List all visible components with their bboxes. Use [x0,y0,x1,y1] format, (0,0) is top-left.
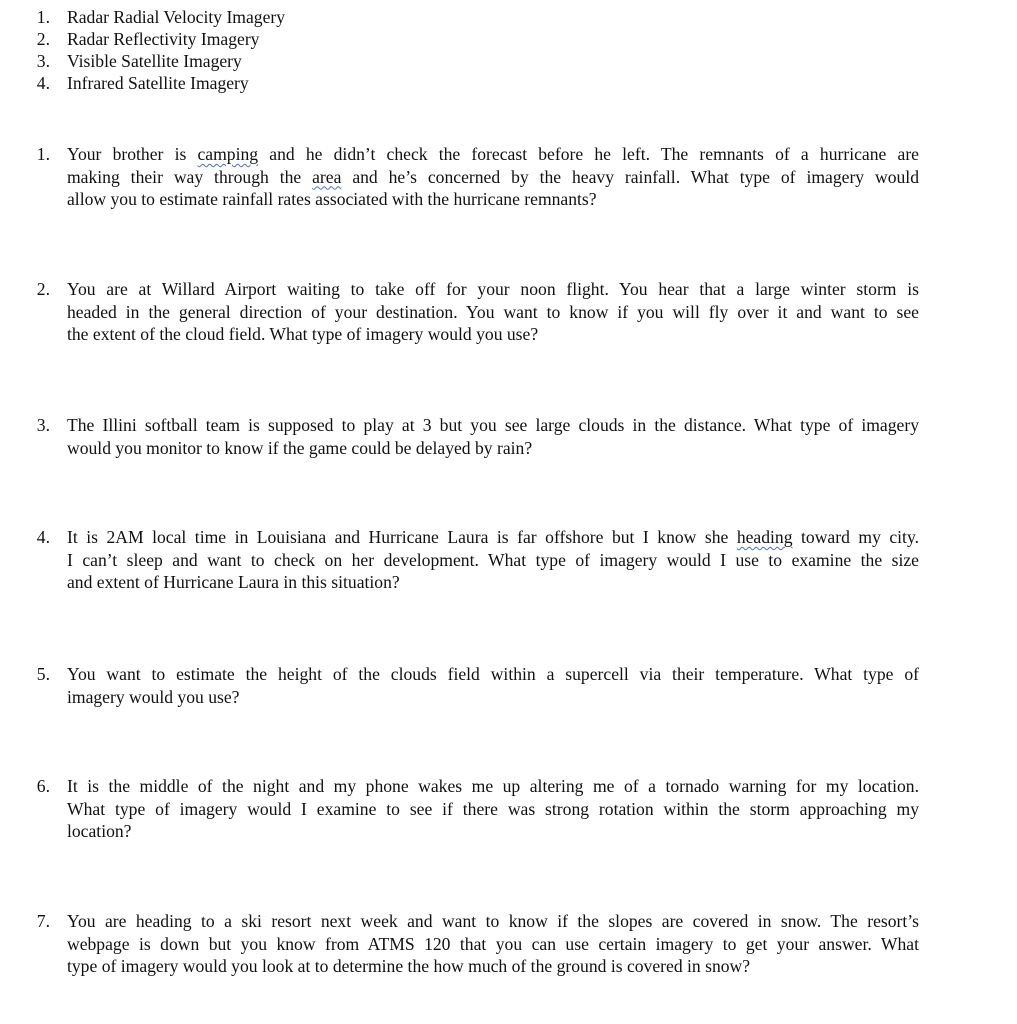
spellcheck-underlined-word: area [312,166,342,187]
question-text-line [67,188,919,211]
spellcheck-underlined-word: camping [197,144,259,164]
question-number: 2. [36,279,50,299]
question-text: I can’t sleep and want to check on her development. What type of imagery would I use to examine the size [67,549,919,570]
question-text-line [67,663,919,686]
question-text-line [67,323,919,346]
option-label: Infrared Satellite Imagery [67,73,249,93]
option-item [28,50,428,72]
option-label: Radar Reflectivity Imagery [67,29,260,49]
question-number: 4. [36,527,50,547]
question-text-line [67,798,919,821]
question-text: type of imagery would you look at to determine the how much of the ground is covered in snow? [67,956,751,976]
question-text: making their way through the [67,166,313,187]
question-text-line [67,414,919,437]
question-text-line [67,301,919,324]
question-number: 5. [36,664,50,684]
question-text: It is the middle of the night and my phone wakes me up altering me of a tornado warning for my location. [67,776,919,796]
question-text: It is 2AM local time in Louisiana and Hurricane Laura is far offshore but I know she [67,527,737,547]
option-label: Visible Satellite Imagery [67,51,242,71]
question-text-line [67,686,919,709]
option-number: 4. [36,73,50,93]
question-text-line [67,955,919,978]
question-text: and he didn’t check the forecast before he left. The remnants of a hurricane are [258,144,919,164]
question-text: would you monitor to know if the game could be delayed by rain? [67,437,533,458]
option-number: 1. [36,7,50,27]
question-number: 3. [36,415,50,435]
question-text: the extent of the cloud field. What type of imagery would you use? [67,324,539,344]
question-text-line [67,143,919,166]
question-text-line [67,933,919,956]
question-number: 1. [36,144,50,164]
question-text-line [67,278,919,301]
question-text-line [67,820,919,843]
option-item [28,6,428,28]
question-text-line [67,526,919,549]
option-number: 2. [36,29,50,49]
question-text: What type of imagery would I examine to see if there was strong rotation within the storm approaching my [67,798,919,819]
question-number: 7. [36,911,50,931]
option-item [28,72,428,94]
question-text: toward my city. [792,527,919,547]
question-text: allow you to estimate rainfall rates associated with the hurricane remnants? [67,189,597,209]
question-text: location? [67,821,132,841]
question-text: and he’s concerned by the heavy rainfall. What type of imagery would [341,166,919,187]
question-number: 6. [36,776,50,796]
option-number: 3. [36,51,50,71]
question-text: You want to estimate the height of the clouds field within a supercell via their temperature. What type of [67,664,919,684]
question-text-line [67,437,919,460]
question-text: Your brother is [67,144,198,164]
question-text: You are heading to a ski resort next week and want to know if the slopes are covered in snow. The resort’s [67,911,919,931]
question-text-line [67,549,919,572]
question-text-line [67,910,919,933]
question-text-line [67,166,919,189]
option-label: Radar Radial Velocity Imagery [67,7,286,27]
question-text-line [67,775,919,798]
question-text: webpage is down but you know from ATMS 120 that you can use certain imagery to get your answer. What [67,933,919,954]
question-text-line [67,571,919,594]
question-text: The Illini softball team is supposed to play at 3 but you see large clouds in the distance. What type of imagery [67,415,919,435]
spellcheck-underlined-word: heading [736,527,793,547]
option-item [28,28,428,50]
question-text: imagery would you use? [67,686,240,707]
question-text: You are at Willard Airport waiting to take off for your noon flight. You hear that a large winter storm is [67,279,919,299]
question-text: headed in the general direction of your destination. You want to know if you will fly over it and want to see [67,301,919,322]
question-text: and extent of Hurricane Laura in this situation? [67,572,400,592]
